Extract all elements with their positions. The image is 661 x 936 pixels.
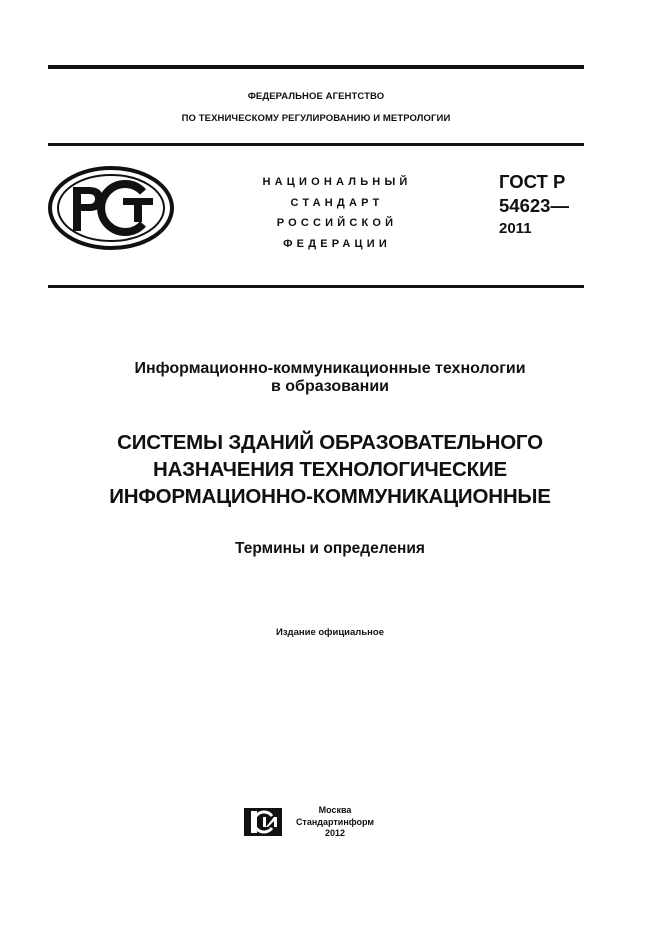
gost-label: ГОСТ Р: [499, 171, 566, 192]
agency-header: [48, 86, 584, 130]
rst-certification-mark-icon: [47, 165, 175, 251]
national-line-2: СТАНДАРТ: [290, 196, 384, 209]
imprint-year: 2012: [324, 828, 346, 838]
imprint-city: Москва: [318, 805, 352, 815]
title-line-3: ИНФОРМАЦИОННО-КОММУНИКАЦИОННЫЕ: [109, 485, 551, 508]
bottom-divider: [48, 285, 584, 288]
national-line-1: НАЦИОНАЛЬНЫЙ: [262, 176, 412, 188]
imprint-publisher: Стандартинформ: [295, 816, 375, 827]
agency-line-1: ФЕДЕРАЛЬНОЕ АГЕНТСТВО: [247, 91, 385, 102]
gost-designation: [499, 170, 569, 240]
standartinform-logo-icon: [244, 808, 282, 836]
national-line-4: ФЕДЕРАЦИИ: [283, 237, 391, 250]
top-divider: [48, 65, 584, 69]
subtitle-line-2: в образовании: [271, 378, 389, 395]
agency-line-2: ПО ТЕХНИЧЕСКОМУ РЕГУЛИРОВАНИЮ И МЕТРОЛОГИИ: [181, 113, 451, 124]
imprint: [290, 805, 380, 840]
middle-divider: [48, 143, 584, 146]
national-line-3: РОССИЙСКОЙ: [276, 217, 398, 229]
title-line-1: СИСТЕМЫ ЗДАНИЙ ОБРАЗОВАТЕЛЬНОГО: [117, 431, 543, 454]
gost-year: 2011: [499, 220, 532, 237]
terms-heading: Термины и определения: [235, 540, 425, 557]
edition-note: Издание официальное: [276, 627, 384, 638]
subtitle-line-1: Информационно-коммуникационные технологии: [134, 360, 526, 377]
gost-number: 54623—: [499, 195, 569, 216]
document-title: [30, 429, 630, 510]
title-line-2: НАЗНАЧЕНИЯ ТЕХНОЛОГИЧЕСКИЕ: [153, 458, 507, 481]
national-standard-label: [228, 172, 446, 254]
document-subtitle: [40, 360, 620, 396]
